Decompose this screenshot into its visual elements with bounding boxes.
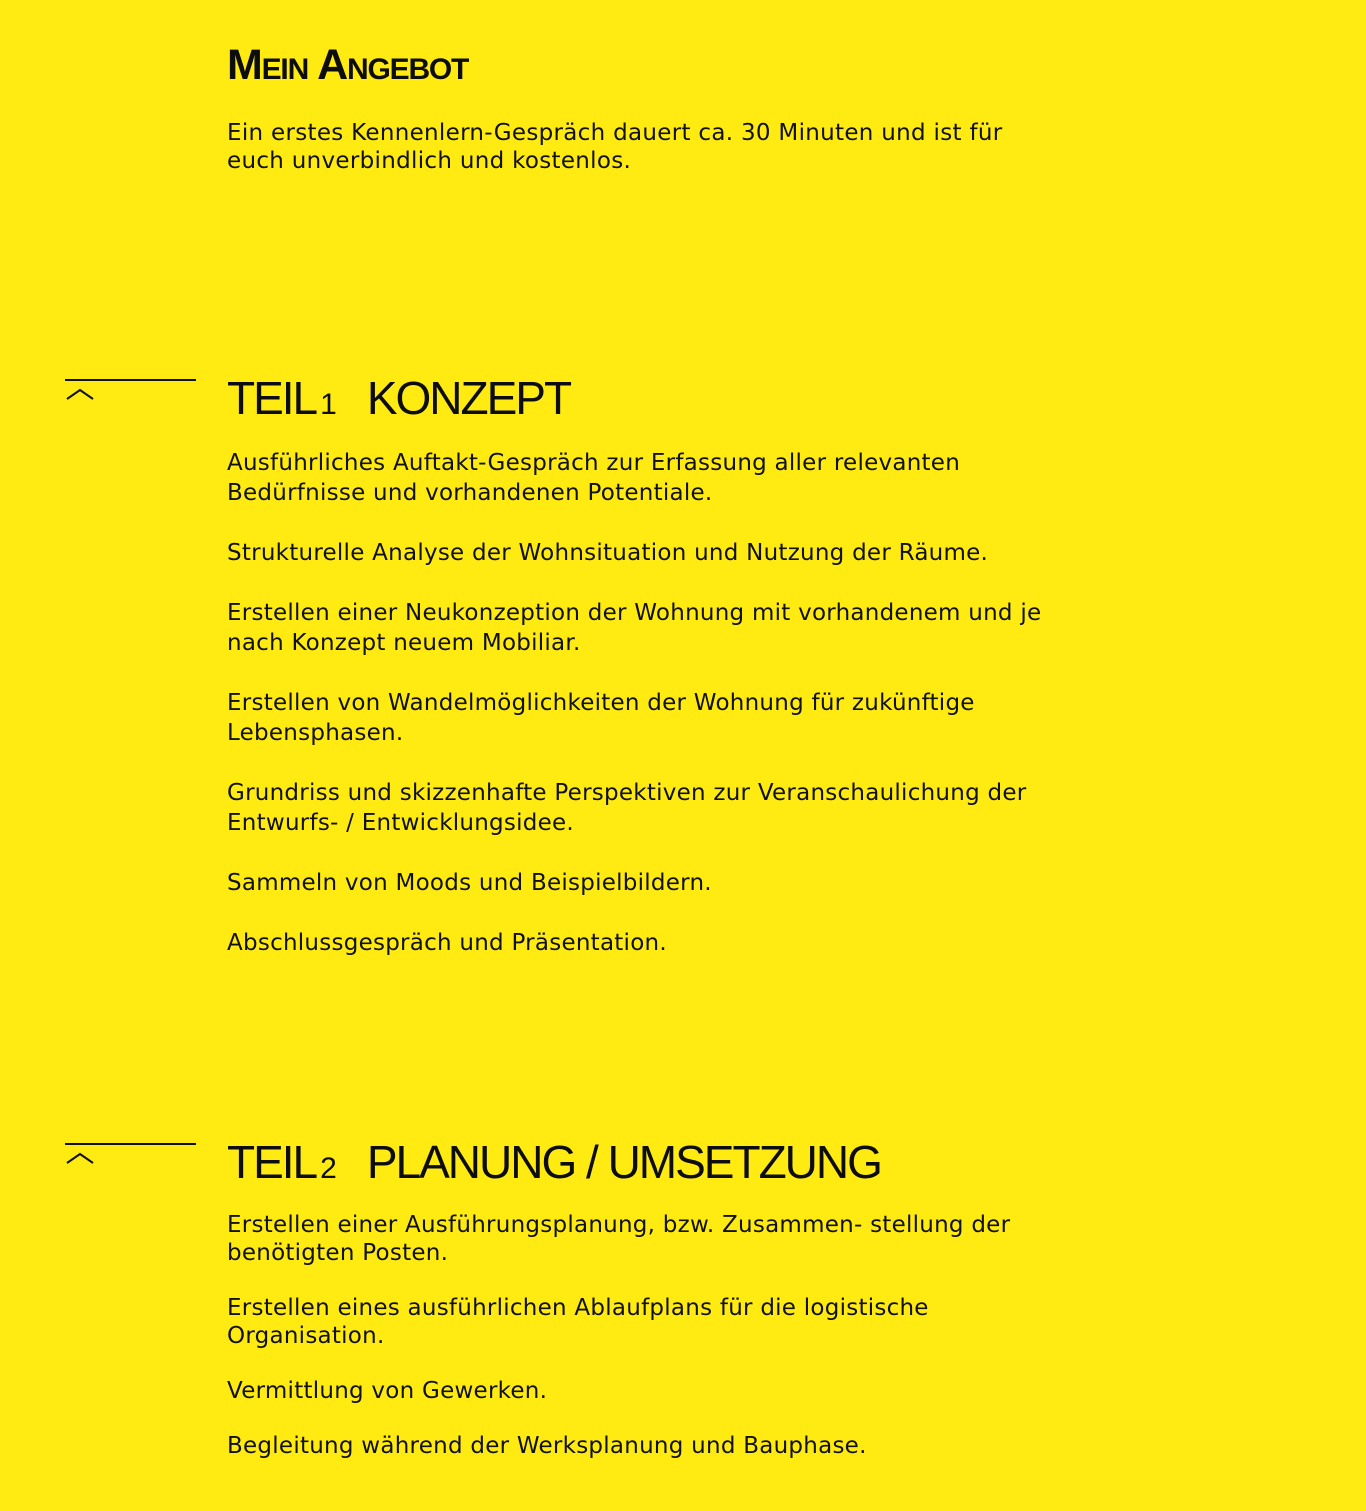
list-item: Begleitung während der Werksplanung und Bauphase. bbox=[227, 1433, 867, 1459]
part-label bbox=[227, 1136, 335, 1195]
list-item: Grundriss und skizzenhafte Perspektiven zur Veranschaulichung der Entwurfs- / Entwicklungsidee. bbox=[227, 780, 1027, 836]
part-label bbox=[227, 372, 335, 431]
list-item: Erstellen von Wandelmöglichkeiten der Wohnung für zukünftige Lebensphasen. bbox=[227, 690, 975, 746]
list-item: Strukturelle Analyse der Wohnsituation und Nutzung der Räume. bbox=[227, 540, 989, 566]
collapse-chevron-icon bbox=[65, 378, 197, 400]
list-item: Ausführliches Auftakt-Gespräch zur Erfassung aller relevanten Bedürfnisse und vorhandenen Potentiale. bbox=[227, 450, 961, 506]
section-toggle-konzept[interactable] bbox=[65, 378, 197, 400]
section-items-planung bbox=[227, 1211, 1087, 1460]
list-item: Sammeln von Moods und Beispielbildern. bbox=[227, 870, 712, 896]
section-items-konzept bbox=[227, 448, 1087, 958]
section-title: KONZEPT bbox=[366, 372, 571, 424]
part-word: TEIL bbox=[227, 372, 317, 424]
offer-header bbox=[227, 40, 1127, 175]
list-item: Erstellen einer Neukonzeption der Wohnung mit vorhandenem und je nach Konzept neuem Mobiliar. bbox=[227, 600, 1042, 656]
part-word: TEIL bbox=[227, 1136, 317, 1188]
list-item: Erstellen eines ausführlichen Ablaufplans für die logistische Organisation. bbox=[227, 1295, 929, 1349]
list-item: Abschlussgespräch und Präsentation. bbox=[227, 930, 667, 956]
part-number: 1 bbox=[320, 388, 335, 421]
list-item: Erstellen einer Ausführungsplanung, bzw. Zusammen- stellung der benötigten Posten. bbox=[227, 1212, 1011, 1266]
part-number: 2 bbox=[320, 1152, 335, 1185]
section-toggle-planung[interactable] bbox=[65, 1142, 197, 1164]
section-title: PLANUNG / UMSETZUNG bbox=[366, 1136, 881, 1188]
collapse-chevron-icon bbox=[65, 1142, 197, 1164]
list-item: Vermittlung von Gewerken. bbox=[227, 1378, 548, 1404]
section-heading-konzept bbox=[227, 372, 570, 431]
intro-text: Ein erstes Kennenlern-Gespräch dauert ca. 30 Minuten und ist für euch unverbindlich und kostenlos. bbox=[227, 120, 1003, 174]
page-title: Mein Angebot bbox=[227, 41, 469, 89]
section-heading-planung bbox=[227, 1136, 881, 1195]
